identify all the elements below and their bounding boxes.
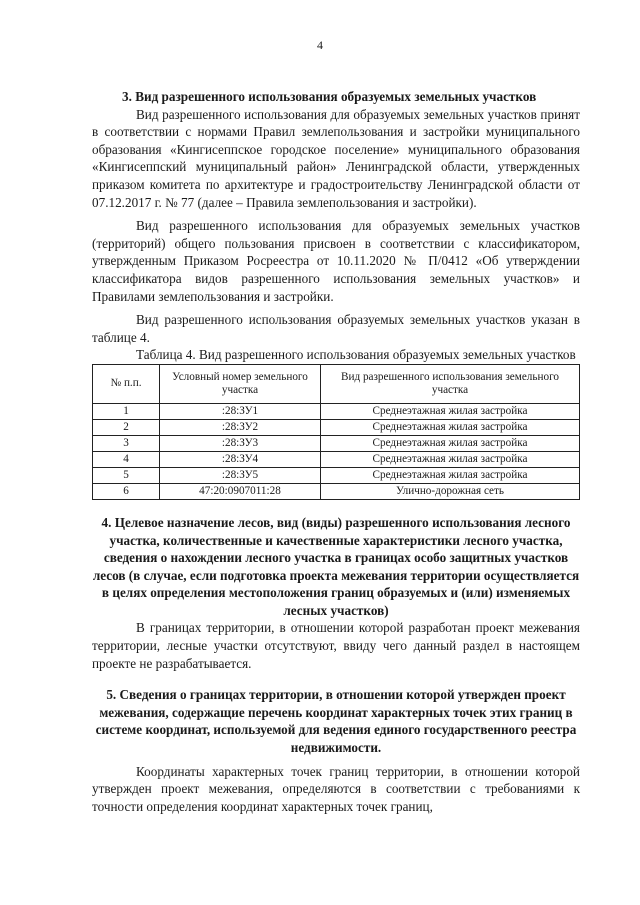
- page-content: [92, 88, 580, 815]
- table-cell: Улично-дорожная сеть: [321, 483, 580, 499]
- table-cell: 3: [93, 435, 160, 451]
- table-cell: 5: [93, 467, 160, 483]
- table-cell: :28:ЗУ1: [160, 403, 321, 419]
- section-3-title: 3. Вид разрешенного использования образуемых земельных участков: [122, 89, 537, 104]
- table-cell: Среднеэтажная жилая застройка: [321, 435, 580, 451]
- table-cell: 47:20:0907011:28: [160, 483, 321, 499]
- table-cell: Среднеэтажная жилая застройка: [321, 451, 580, 467]
- table-header-cell: Вид разрешенного использования земельного участка: [321, 364, 580, 403]
- table-caption: Таблица 4. Вид разрешенного использования образуемых земельных участков: [136, 347, 576, 363]
- section-4-paragraph: В границах территории, в отношении которой разработан проект межевания территории, лесные участки отсутствуют, ввиду чего данный раздел в настоящем проекте не разрабатывается.: [92, 620, 580, 671]
- land-use-table: [92, 364, 580, 500]
- table-cell: Среднеэтажная жилая застройка: [321, 467, 580, 483]
- table-row: [93, 451, 580, 467]
- section-5-title: 5. Сведения о границах территории, в отношении которой утвержден проект межевания, содержащие перечень координат характерных точек этих границ в системе координат, используемой для ведения единого государственного реестра недвижимости.: [95, 687, 577, 756]
- table-cell: 4: [93, 451, 160, 467]
- table-cell: :28:ЗУ3: [160, 435, 321, 451]
- table-header-cell: Условный номер земельного участка: [160, 364, 321, 403]
- section-5-paragraph: Координаты характерных точек границ территории, в отношении которой утвержден проект межевания, определяются в соответствии с требованиями к точности определения координат характерных точек границ,: [92, 763, 580, 814]
- section-3-paragraph-1: Вид разрешенного использования для образуемых земельных участков принят в соответствии с нормами Правил землепользования и застройки муниципального образования «Кингисеппское городское поселение» муниципального образования «Кингисеппский муниципальный район» Ленинградской области, утвержденных приказом комитета по архитектуре и градостроительству Ленинградской области от 07.12.2017 г. № 77 (далее – Правила землепользования и застройки).: [92, 106, 580, 210]
- table-cell: Среднеэтажная жилая застройка: [321, 419, 580, 435]
- section-4-title: 4. Целевое назначение лесов, вид (виды) разрешенного использования лесного участка, количественные и качественные характеристики лесного участка, сведения о нахождении лесного участка в границах особо защитных участков лесов (в случае, если подготовка проекта межевания территории осуществляется в целях определения местоположения границ образуемых и (или) изменяемых лесных участков): [92, 514, 580, 618]
- table-cell: :28:ЗУ5: [160, 467, 321, 483]
- table-cell: :28:ЗУ4: [160, 451, 321, 467]
- table-row: [93, 403, 580, 419]
- table-header-cell: № п.п.: [93, 364, 160, 403]
- table-cell: 2: [93, 419, 160, 435]
- page-number: 4: [317, 38, 323, 52]
- table-row: [93, 435, 580, 451]
- table-row: [93, 467, 580, 483]
- section-3-paragraph-2: Вид разрешенного использования для образуемых земельных участков (территорий) общего пользования присвоен в соответствии с классификатором, утвержденным Приказом Росреестра от 10.11.2020 № П/0412 «Об утверждении классификатора видов разрешенного использования земельных участков» и Правилами землепользования и застройки.: [92, 218, 580, 304]
- table-row: [93, 419, 580, 435]
- table-cell: :28:ЗУ2: [160, 419, 321, 435]
- section-3-paragraph-3: Вид разрешенного использования образуемых земельных участков указан в таблице 4.: [92, 312, 580, 345]
- table-header-row: [93, 364, 580, 403]
- table-cell: 1: [93, 403, 160, 419]
- table-cell: 6: [93, 483, 160, 499]
- table-cell: Среднеэтажная жилая застройка: [321, 403, 580, 419]
- table-row: [93, 483, 580, 499]
